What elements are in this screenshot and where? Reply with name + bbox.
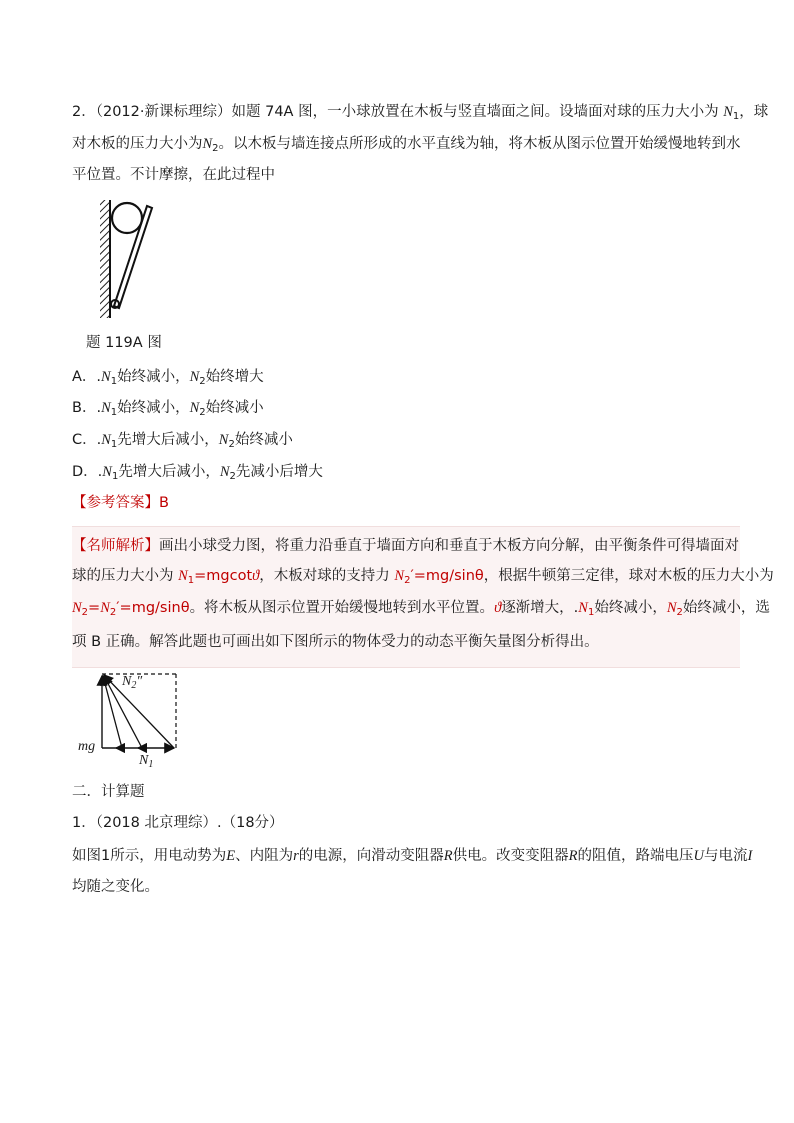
option-prefix: . [96,400,102,416]
label-text: mg [78,739,96,754]
option-text: 先增大后减小， [117,432,219,448]
symbol-n2: N [100,600,110,616]
subscript: 2 [229,471,236,482]
option-text: 始终增大 [205,369,264,385]
subscript: 1 [187,575,195,586]
symbol-theta: θ [474,568,484,584]
symbol-n1: N [101,432,111,448]
subscript: 1 [110,407,118,418]
symbol-n1: N [578,600,588,616]
question-2-line-2 [72,134,741,159]
option-text: 先增大后减小， [118,464,220,480]
figure-caption [86,333,162,353]
analysis-text: 。将木板从图示位置开始缓慢地转到水平位置。 [189,600,495,616]
board [114,206,152,308]
analysis-line-3 [72,598,770,623]
option-c[interactable] [72,430,293,455]
question-2-line-1 [72,102,768,127]
symbol-n1: N [723,104,733,120]
option-b[interactable] [72,398,264,423]
analysis-line-1 [72,536,739,556]
question-text: 平位置。不计摩擦，在此过程中 [72,167,275,183]
subscript: 1 [110,376,118,387]
subscript: 2 [109,607,117,618]
subscript: 1 [587,607,595,618]
analysis-text: ，根据牛顿第三定律，球对木板的压力大小为 [483,568,774,584]
question-text: 对木板的压力大小为 [72,136,203,152]
subscript: 1 [110,439,118,450]
formula: ′=mg/sin [116,600,181,616]
symbol-n2: N [218,432,229,448]
question-source: （2012·新课标理综） [95,104,232,120]
symbol-n2: N [666,600,677,616]
symbol-n2: N [72,600,82,616]
arrow-1 [103,676,122,748]
option-text: 始终减小 [234,432,293,448]
option-letter: B． [72,400,97,416]
analysis-text: ，木板对球的支持力 [259,568,390,584]
question-text: 。以木板与墙连接点所形成的水平直线为轴，将木板从图示位置开始缓慢地转到水 [218,136,741,152]
question-1-line-2 [72,877,159,897]
option-text: 先减小后增大 [235,464,323,480]
question-number: 2． [72,104,96,120]
option-text: 始终减小 [205,400,264,416]
option-prefix: . [97,464,103,480]
subscript: 2 [199,376,206,387]
symbol-theta: ϑ [494,600,502,616]
formula: ′=mg/sin [410,568,475,584]
section-heading [72,782,145,802]
wall-hatch [100,200,110,318]
subscript: 2 [199,407,206,418]
label-mg [78,737,95,757]
label-text: N [122,674,132,689]
question-text: 供电。改变变阻器 [452,848,569,864]
analysis-line-4 [72,632,599,652]
option-letter: D． [72,464,98,480]
symbol-n1: N [178,568,188,584]
option-letter: C． [72,432,97,448]
symbol-r-upper: R [443,848,453,864]
figure-caption-text: 题 119A 图 [86,335,162,351]
label-text: N [139,753,149,768]
question-text: 如题 74A 图，一小球放置在木板与竖直墙面之间。设墙面对球的压力大小为 [231,104,719,120]
formula: =mgcot [194,568,253,584]
subscript: 2 [676,607,683,618]
subscript: 1 [111,471,119,482]
symbol-n1: N [101,400,111,416]
question-number: 1． [72,815,96,831]
ball [112,203,142,233]
symbol-theta: θ [180,600,190,616]
subscript: 1 [732,111,740,122]
option-prefix: . [96,369,102,385]
question-1-header [72,813,284,833]
option-prefix: . [96,432,102,448]
section-heading-text: 二．计算题 [72,784,145,800]
analysis-text: 项 B 正确。解答此题也可画出如下图所示的物体受力的动态平衡矢量图分析得出。 [72,634,599,650]
subscript: 2 [228,439,235,450]
subscript: 1 [148,759,154,770]
reference-answer [72,493,169,513]
option-text: 始终减小， [117,369,190,385]
subscript: 2 [131,680,137,691]
answer-label: 【参考答案】 [72,495,159,511]
option-d[interactable] [72,462,323,487]
option-text: 始终减小， [117,400,190,416]
symbol-theta: ϑ [252,568,260,584]
question-text: 均随之变化。 [72,879,159,895]
option-letter: A． [72,369,97,385]
formula: = [88,600,101,616]
question-2-line-3 [72,165,275,185]
subscript: 2 [212,143,219,154]
analysis-text: 画出小球受力图，将重力沿垂直于墙面方向和垂直于木板方向分解，由平衡条件可得墙面对 [159,538,739,554]
symbol-r: r [293,848,299,864]
analysis-label: 【名师解析】 [72,538,159,554]
analysis-line-2 [72,566,774,591]
question-text: 与电流 [703,848,748,864]
analysis-text: 始终减小， [594,600,667,616]
question-1-line-1 [72,846,752,866]
symbol-n2: N [219,464,230,480]
symbol-n1: N [102,464,112,480]
analysis-text: 始终减小，选 [682,600,770,616]
option-a[interactable] [72,367,264,392]
question-source: （2018 北京理综） [95,815,217,831]
question-text: ，球 [739,104,769,120]
question-text: 、内阻为 [235,848,294,864]
answer-value: B [159,495,169,511]
symbol-n2: N [202,136,213,152]
question-text: 的阻值，路端电压 [577,848,694,864]
subscript: 2 [81,607,89,618]
symbol-i: I [747,848,753,864]
question-points: .（18分） [217,815,284,831]
symbol-e: E [226,848,236,864]
analysis-text: 球的压力大小为 [72,568,174,584]
symbol-u: U [693,848,704,864]
symbol-r-upper: R [568,848,578,864]
label-n2-prime: $N_2''$ [122,674,143,691]
symbol-n1: N [101,369,111,385]
symbol-n2: N [189,400,200,416]
question-text: 如图1所示，用电动势为 [72,848,227,864]
subscript: 2 [404,575,411,586]
symbol-n2: N [394,568,405,584]
analysis-text: 逐渐增大，. [501,600,579,616]
symbol-n2: N [189,369,200,385]
wall-board-figure [92,198,172,333]
question-text: 的电源，向滑动变阻器 [298,848,444,864]
label-n1 [139,751,153,775]
